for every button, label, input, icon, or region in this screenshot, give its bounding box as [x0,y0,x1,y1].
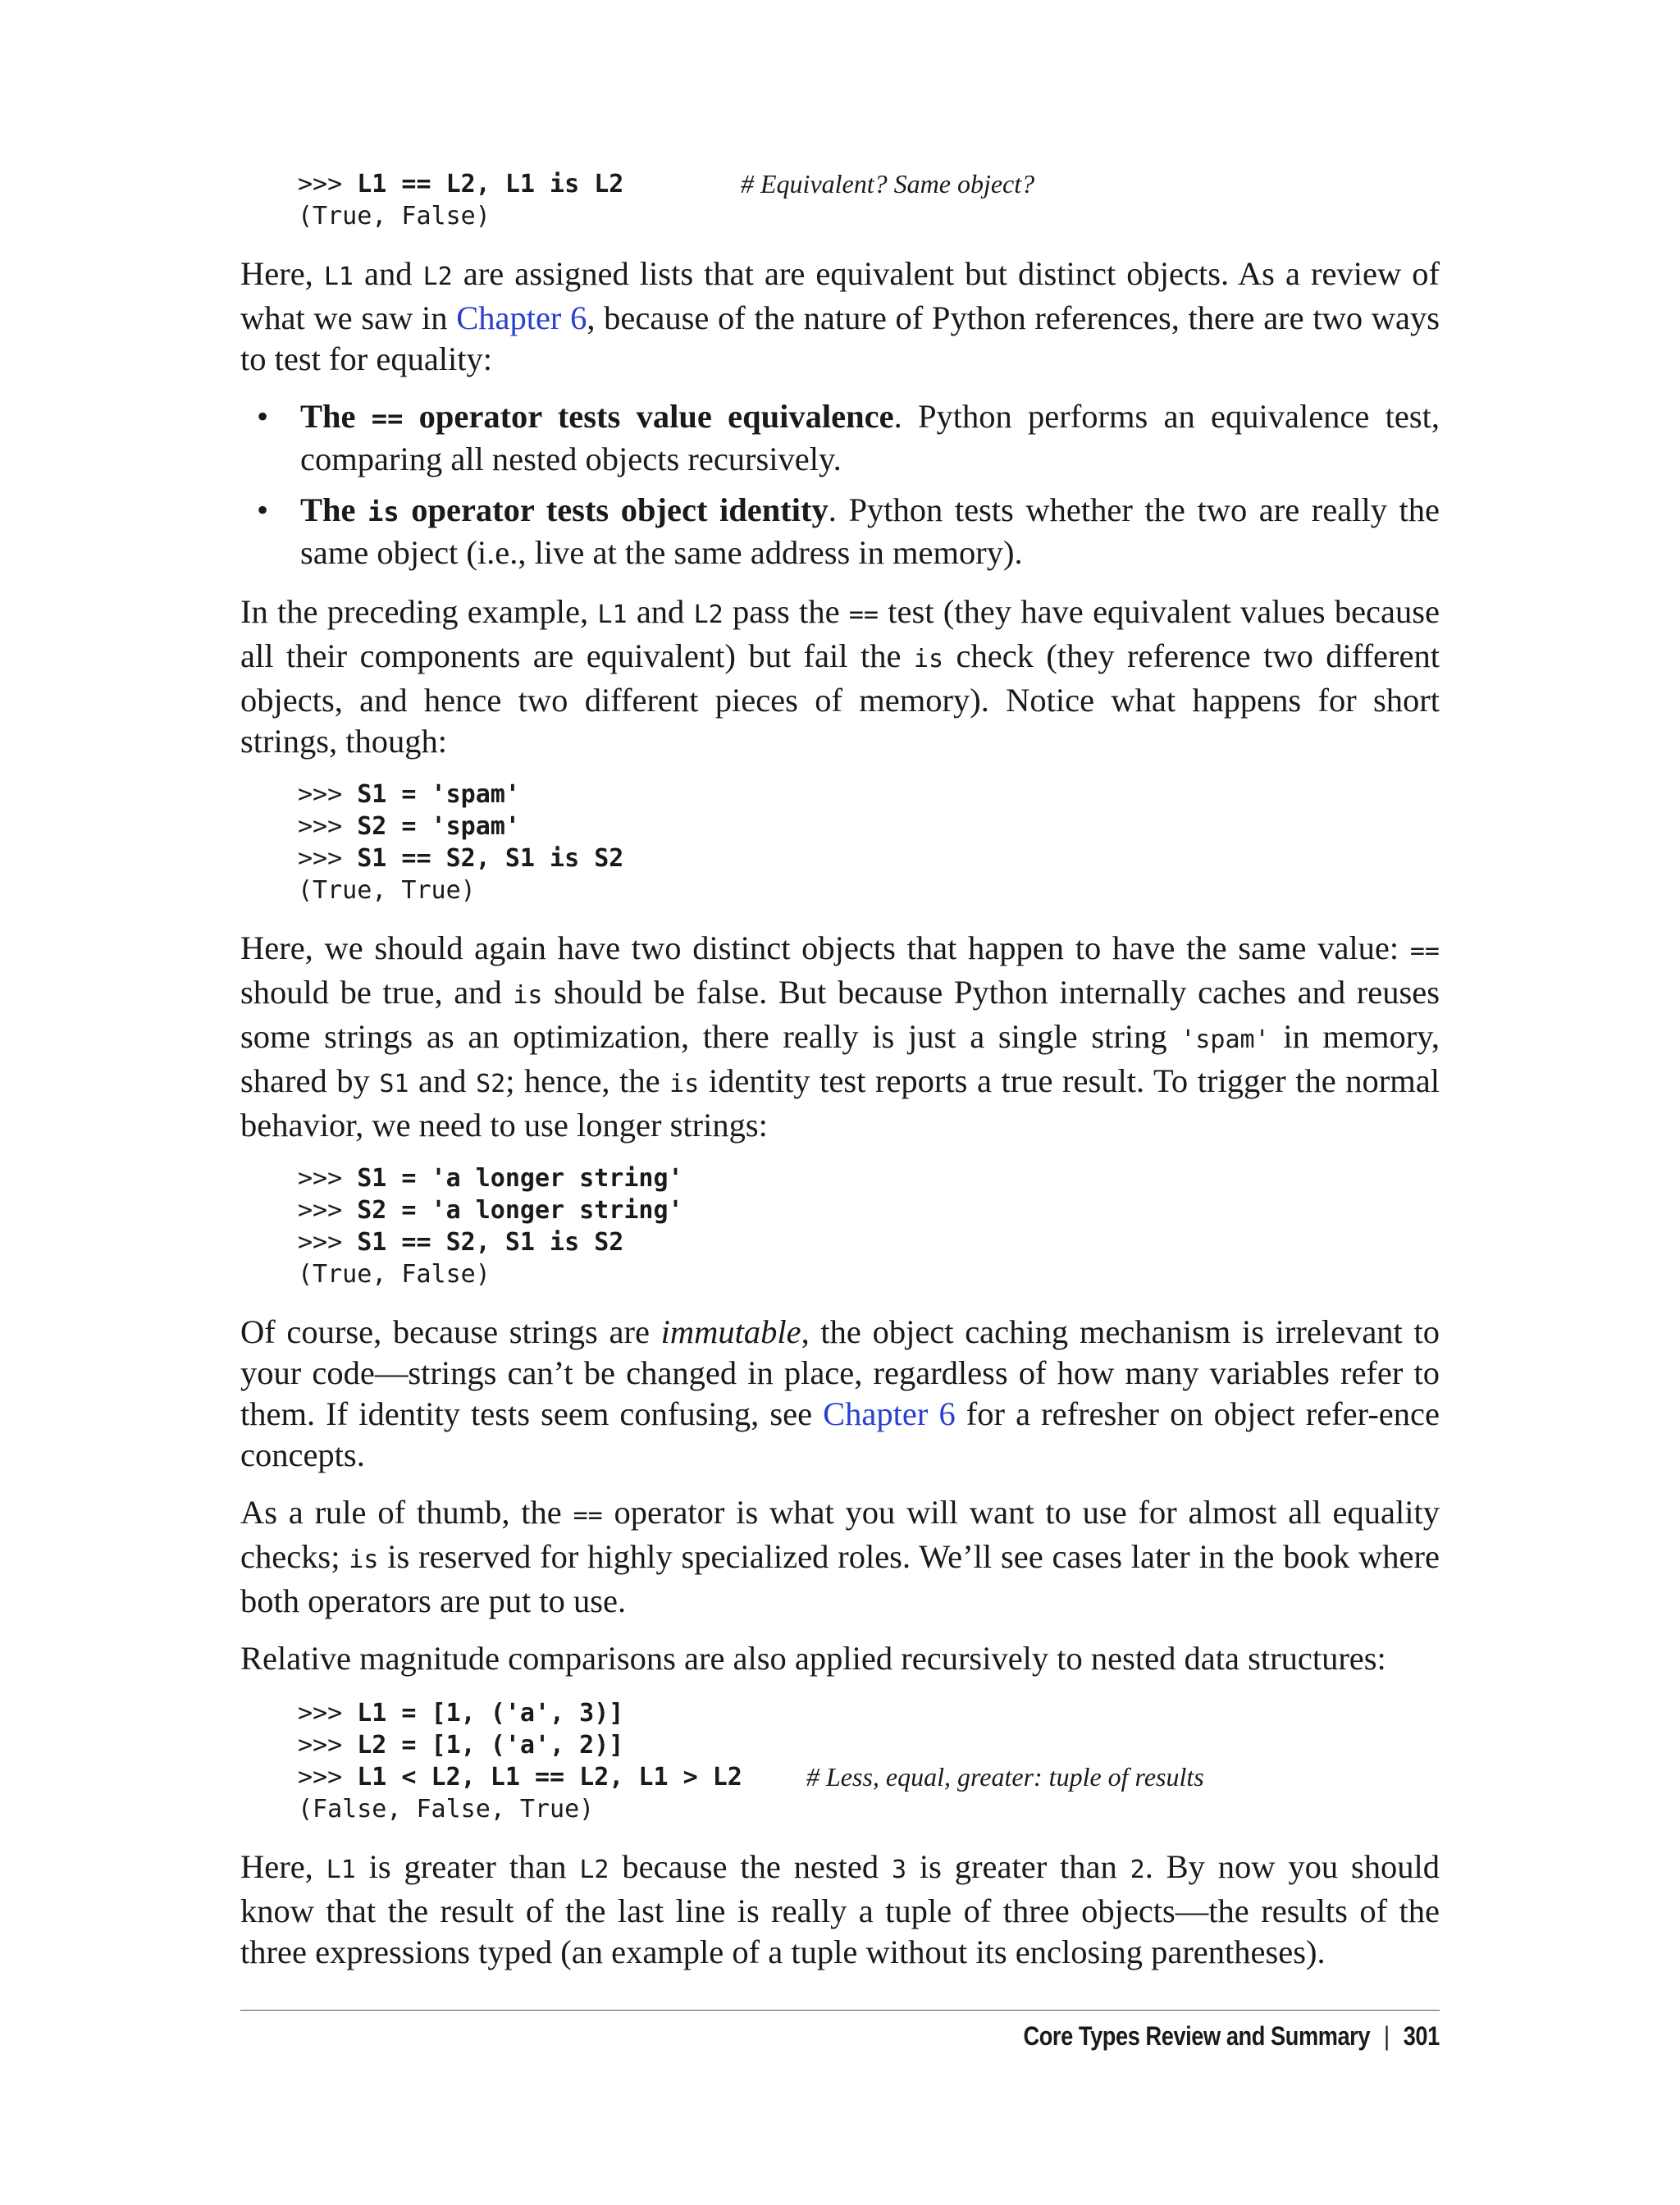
page-number: 301 [1403,2021,1440,2051]
paragraph-tuple-result: Here, L1 is greater than L2 because the nested 3 is greater than 2. By now you should know that the result of the last line is really a tuple of three objects—the results of the three expressions typed (an example of a tuple without its enclosing parentheses). [240,1848,1440,1970]
code-comment: # Equivalent? Same object? [741,169,1035,199]
chapter-6-link[interactable]: Chapter 6 [456,299,587,336]
code-comment: # Less, equal, greater: tuple of results [806,1762,1204,1792]
code-block-longer-strings: >>> S1 = 'a longer string' >>> S2 = 'a longer string' >>> S1 == S2, S1 is S2 (True, False) [298,1164,683,1289]
paragraph-string-caching: Here, we should again have two distinct objects that happen to have the same value: == should be true, and is should be false. But because Python internally caches and reuses some strings as an optimization, there really is just a single string 'spam' in memory, shared by S1 and S2; hence, the is identity test reports a true result. To trigger the normal behavior, we need to use longer strings: [240,929,1440,1144]
code-block-magnitude: >>> L1 = [1, ('a', 3)] >>> L2 = [1, ('a', 2)] >>> L1 < L2, L1 == L2, L1 > L2 # Less, equal, greater: tuple of results (False, False, True) [298,1699,1204,1824]
page-content [240,168,1440,1989]
paragraph-immutable: Of course, because strings are immutable, the object caching mechanism is irrelevant to your code—strings can’t be changed in place, regardless of how many variables refer to them. If identity tests seem confusing, see Chapter 6 for a refresher on object refer-ence concepts. [240,1313,1440,1473]
list-item: • The == operator tests value equivalence. Python performs an equivalence test, comparing all nested objects recursively. [257,398,1440,477]
paragraph-rule-of-thumb: As a rule of thumb, the == operator is what you will want to use for almost all equality checks; is is reserved for highly specialized roles. We’ll see cases later in the book where both operators are put to use. [240,1494,1440,1619]
equality-tests-list [240,396,1440,573]
paragraph-relative-magnitude: Relative magnitude comparisons are also applied recursively to nested data structures: [240,1640,1386,1677]
code-block-equality: >>> L1 == L2, L1 is L2 # Equivalent? Same object? (True, False) [298,169,1035,231]
section-title: Core Types Review and Summary [1023,2021,1371,2051]
code-block-short-strings: >>> S1 = 'spam' >>> S2 = 'spam' >>> S1 == S2, S1 is S2 (True, True) [298,780,624,905]
paragraph-lists-equivalent: Here, L1 and L2 are assigned lists that are equivalent but distinct objects. As a review of what we saw in Chapter 6, because of the nature of Python references, there are two ways to test for equality: [240,255,1440,377]
footer-separator: | [1384,2021,1390,2051]
chapter-6-link[interactable]: Chapter 6 [823,1395,956,1432]
page-footer [1024,2021,1440,2052]
paragraph-preceding-example: In the preceding example, L1 and L2 pass the == test (they have equivalent values because all their components are equivalent) but fail the is check (they reference two different objects, and hence two different pieces of memory). Notice what happens for short strings, though: [240,593,1440,760]
footer-rule [240,2010,1440,2011]
list-item: • The is operator tests object identity. Python tests whether the two are really the same object (i.e., live at the same address in memory). [257,491,1440,571]
